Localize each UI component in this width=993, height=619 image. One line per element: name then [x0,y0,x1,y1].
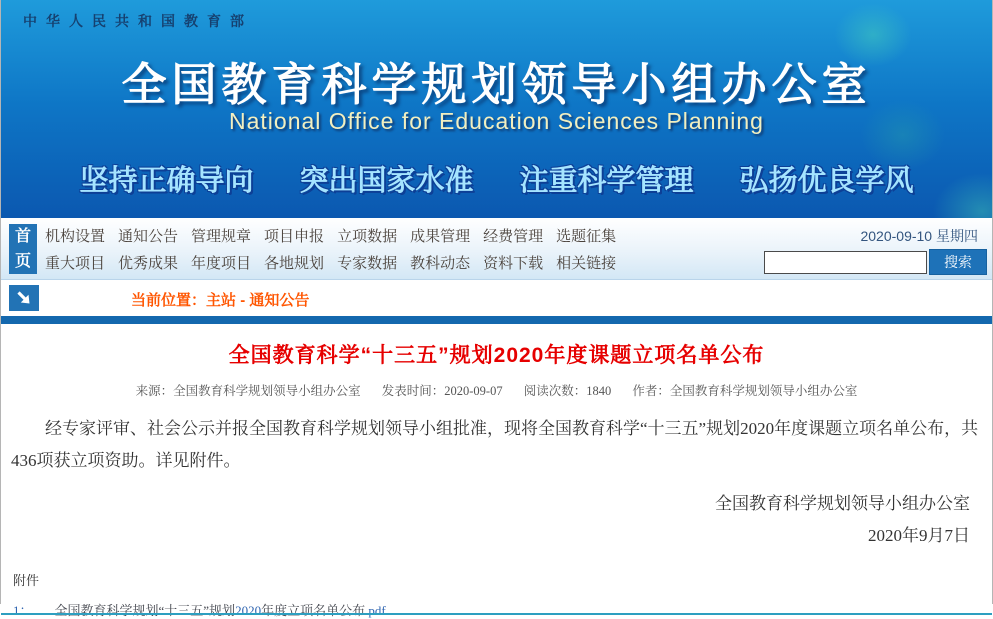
site-title: 全国教育科学规划领导小组办公室 [121,59,872,110]
search-input[interactable] [764,251,927,274]
nav-row-1 [45,222,616,249]
nav-item-zhongdaxiangmu[interactable]: 重大项目 [45,255,106,272]
nav-item-jiaokedongtai[interactable]: 教科动态 [410,255,471,272]
search-button[interactable]: 搜索 [929,249,987,275]
home-char-bottom: 页 [14,253,31,270]
meta-author: 作者：全国教育科学规划领导小组办公室 [632,384,858,398]
slogan-row [1,158,992,199]
search-area [764,249,987,275]
site-banner [1,0,992,218]
meta-publish-time: 发表时间：2020-09-07 [381,384,503,398]
breadcrumb-label: 当前位置： [131,292,207,309]
signature-office: 全国教育科学规划领导小组办公室 [715,493,970,513]
nav-item-home[interactable] [9,224,37,274]
nav-item-gedighuihua[interactable]: 各地规划 [264,255,325,272]
slogan: 注重科学管理 [519,165,694,197]
article [1,339,992,619]
article-title: 全国教育科学“十三五”规划2020年度课题立项名单公布 [228,344,765,367]
meta-view-count: 阅读次数：1840 [523,384,612,398]
meta-source: 来源：全国教育科学规划领导小组办公室 [135,384,361,398]
breadcrumb-link-home[interactable]: 主站 [206,292,237,309]
breadcrumb [131,289,309,310]
current-date: 2020-09-10 星期四 [860,228,978,244]
home-char-top: 首 [14,228,31,245]
slogan: 坚持正确导向 [79,165,254,197]
nav-item-lixiangshuju[interactable]: 立项数据 [337,228,398,245]
slogan: 突出国家水准 [299,165,474,197]
nav-item-xiangguanlianjie[interactable]: 相关链接 [556,255,617,272]
divider-bar [1,316,992,324]
nav-item-nianduxiangmu[interactable]: 年度项目 [191,255,252,272]
nav-row-2 [45,249,616,276]
signature-date: 2020年9月7日 [868,525,970,545]
nav-rows [45,222,616,276]
main-nav [1,218,992,280]
nav-item-jigoushezhi[interactable]: 机构设置 [45,228,106,245]
nav-item-jingfeiguanli[interactable]: 经费管理 [483,228,544,245]
attachment-link-pdf[interactable]: 1： 全国教育科学规划“十三五”规划2020年度立项名单公布.pdf [13,603,386,619]
nav-item-xiangmushenbao[interactable]: 项目申报 [264,228,325,245]
arrow-down-right-icon [9,285,39,311]
nav-item-zhuanjiashuju[interactable]: 专家数据 [337,255,398,272]
nav-item-xuantizhengji[interactable]: 选题征集 [556,228,617,245]
slogan: 弘扬优良学风 [739,165,914,197]
breadcrumb-separator: - [236,292,250,309]
nav-item-youxiuchengguo[interactable]: 优秀成果 [118,255,179,272]
attachments [11,570,982,619]
nav-item-ziliaoxiazai[interactable]: 资料下载 [483,255,544,272]
article-body: 经专家评审、社会公示并报全国教育科学规划领导小组批准，现将全国教育科学“十三五”规划2020年度课题立项名单公布，共436项获立项资助。详见附件。 [11,419,979,471]
article-signature [11,488,982,553]
nav-item-guanliguizhang[interactable]: 管理规章 [191,228,252,245]
article-meta [11,381,982,399]
attachments-label: 附件 [13,573,40,589]
bottom-divider [1,613,992,615]
attachment-index: 1： [13,603,33,619]
breadcrumb-link-section[interactable]: 通知公告 [249,292,310,309]
site-subtitle-en: National Office for Education Sciences Planning [229,108,764,134]
nav-item-tongzhigonggao[interactable]: 通知公告 [118,228,179,245]
ministry-name: 中华人民共和国教育部 [23,13,253,29]
breadcrumb-row [1,280,992,316]
nav-item-chengguoguanli[interactable]: 成果管理 [410,228,471,245]
